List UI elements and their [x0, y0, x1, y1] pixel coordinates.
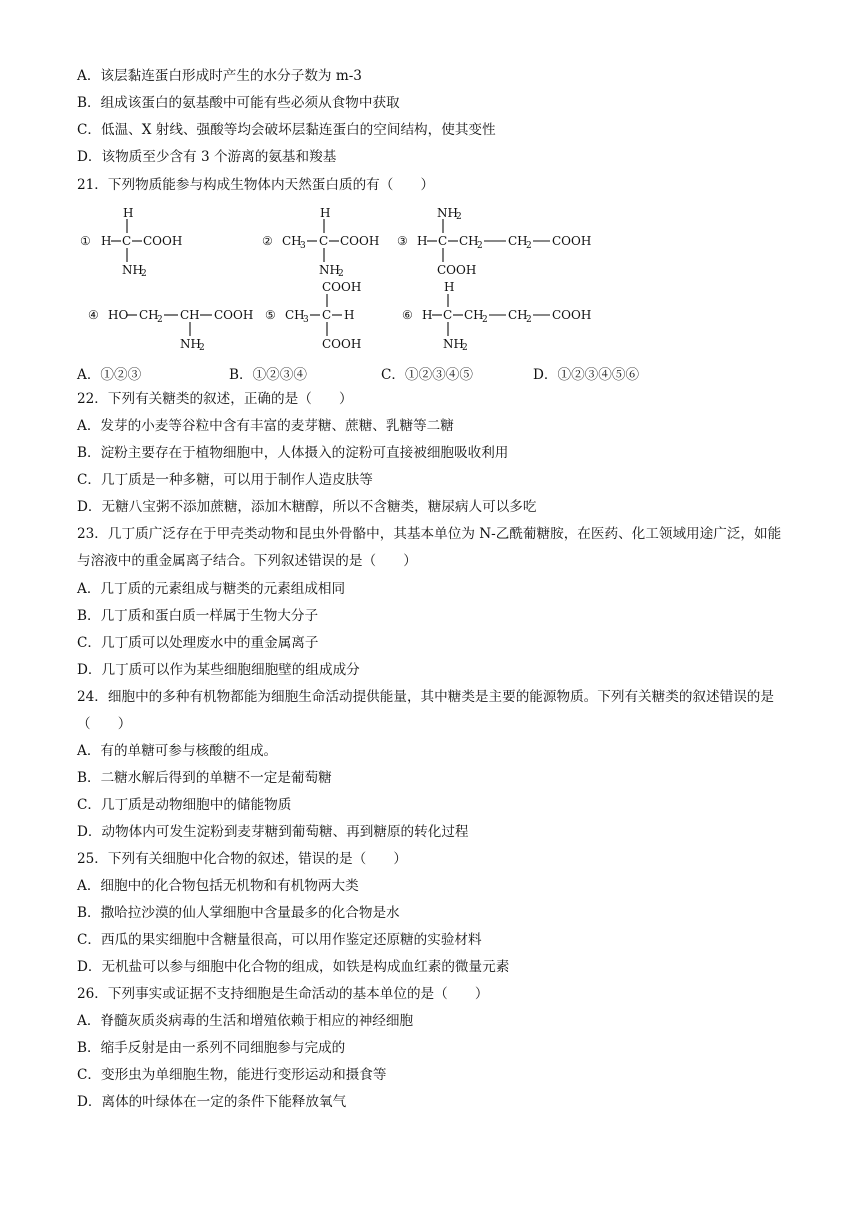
q26-option-c: C．变形虫为单细胞生物，能进行变形运动和摄食等 — [77, 1067, 387, 1083]
q22-option-d: D．无糖八宝粥不添加蔗糖，添加木糖醇，所以不含糖类，糖尿病人可以多吃 — [77, 499, 537, 515]
structure-4 — [88, 308, 253, 352]
svg-text:2: 2 — [526, 241, 532, 251]
svg-text:CH: CH — [282, 234, 302, 248]
q22-option-c: C．几丁质是一种多糖，可以用于制作人造皮肤等 — [77, 472, 373, 488]
q23-option-b: B．几丁质和蛋白质一样属于生物大分子 — [77, 608, 319, 624]
structure-1 — [80, 206, 182, 279]
q21-option-c: C．①②③④⑤ — [381, 367, 473, 383]
svg-text:COOH: COOH — [322, 337, 362, 351]
svg-text:HO: HO — [108, 308, 129, 322]
svg-text:2: 2 — [338, 269, 344, 279]
svg-text:H: H — [101, 234, 112, 248]
q22-option-b: B．淀粉主要存在于植物细胞中，人体摄入的淀粉可直接被细胞吸收利用 — [77, 445, 509, 461]
q24-option-a: A．有的单糖可参与核酸的组成。 — [77, 743, 278, 759]
svg-text:H: H — [417, 234, 428, 248]
svg-text:H: H — [123, 206, 134, 220]
svg-text:C: C — [122, 234, 132, 248]
svg-text:COOH: COOH — [552, 234, 592, 248]
svg-text:CH: CH — [508, 308, 528, 322]
q21-option-a: A．①②③ — [77, 367, 142, 383]
q25-stem: 25．下列有关细胞中化合物的叙述，错误的是（ ） — [77, 851, 407, 867]
svg-text:①: ① — [80, 234, 91, 248]
q26-option-d: D．离体的叶绿体在一定的条件下能释放氧气 — [77, 1094, 347, 1110]
q24-option-d: D．动物体内可发生淀粉到麦芽糖到葡萄糖、再到糖原的转化过程 — [77, 824, 469, 840]
q26-option-b: B．缩手反射是由一系列不同细胞参与完成的 — [77, 1040, 346, 1056]
svg-text:2: 2 — [456, 212, 462, 222]
q20-option-b: B．组成该蛋白的氨基酸中可能有些必须从食物中获取 — [77, 95, 400, 111]
svg-text:2: 2 — [526, 315, 532, 325]
q25-option-b: B．撒哈拉沙漠的仙人掌细胞中含量最多的化合物是水 — [77, 905, 400, 921]
q24-option-b: B．二糖水解后得到的单糖不一定是葡萄糖 — [77, 770, 332, 786]
svg-text:NH: NH — [319, 263, 340, 277]
q20-option-c: C．低温、X 射线、强酸等均会破坏层黏连蛋白的空间结构，使其变性 — [77, 122, 496, 138]
svg-text:COOH: COOH — [437, 263, 477, 277]
svg-text:CH: CH — [459, 234, 479, 248]
q22-option-a: A．发芽的小麦等谷粒中含有丰富的麦芽糖、蔗糖、乳糖等二糖 — [77, 418, 454, 434]
q22-stem: 22．下列有关糖类的叙述，正确的是（ ） — [77, 391, 353, 407]
svg-text:CH: CH — [508, 234, 528, 248]
svg-text:CH: CH — [464, 308, 484, 322]
q23-option-d: D．几丁质可以作为某些细胞细胞壁的组成成分 — [77, 662, 360, 678]
svg-text:②: ② — [262, 234, 273, 248]
q24-option-c: C．几丁质是动物细胞中的储能物质 — [77, 797, 292, 813]
svg-text:2: 2 — [482, 315, 488, 325]
svg-text:2: 2 — [157, 315, 163, 325]
svg-text:H: H — [344, 308, 355, 322]
svg-text:H: H — [320, 206, 331, 220]
structure-6 — [402, 280, 591, 352]
svg-text:3: 3 — [300, 241, 306, 251]
svg-text:2: 2 — [199, 343, 205, 352]
svg-text:3: 3 — [303, 315, 309, 325]
q23-option-c: C．几丁质可以处理废水中的重金属离子 — [77, 635, 319, 651]
svg-text:2: 2 — [477, 241, 483, 251]
structure-3 — [397, 206, 591, 277]
svg-text:NH: NH — [122, 263, 143, 277]
q24-stem: 24．细胞中的多种有机物都能为细胞生命活动提供能量，其中糖类是主要的能源物质。下列有关糖类的叙述错误的是（ ） — [77, 689, 774, 732]
svg-text:COOH: COOH — [143, 234, 183, 248]
structure-5 — [265, 280, 361, 351]
q26-option-a: A．脊髓灰质炎病毒的生活和增殖依赖于相应的神经细胞 — [77, 1013, 414, 1029]
svg-text:NH: NH — [180, 337, 201, 351]
svg-text:NH: NH — [443, 337, 464, 351]
svg-text:H: H — [444, 280, 455, 294]
svg-text:③: ③ — [397, 234, 408, 248]
structure-2 — [262, 206, 379, 279]
q25-option-a: A．细胞中的化合物包括无机物和有机物两大类 — [77, 878, 359, 894]
svg-text:H: H — [422, 308, 433, 322]
q23-option-a: A．几丁质的元素组成与糖类的元素组成相同 — [77, 581, 346, 597]
svg-text:COOH: COOH — [340, 234, 380, 248]
q21-stem: 21．下列物质能参与构成生物体内天然蛋白质的有（ ） — [77, 177, 435, 193]
svg-text:CH: CH — [139, 308, 159, 322]
q21-option-b: B．①②③④ — [229, 367, 307, 383]
q26-stem: 26．下列事实或证据不支持细胞是生命活动的基本单位的是（ ） — [77, 986, 489, 1002]
svg-text:COOH: COOH — [322, 280, 362, 294]
svg-text:COOH: COOH — [552, 308, 592, 322]
svg-text:⑤: ⑤ — [265, 308, 276, 322]
q21-option-d: D．①②③④⑤⑥ — [533, 367, 640, 383]
svg-text:C: C — [322, 308, 332, 322]
svg-text:C: C — [438, 234, 448, 248]
svg-text:NH: NH — [437, 206, 458, 220]
q20-option-a: A．该层黏连蛋白形成时产生的水分子数为 m-3 — [77, 68, 362, 84]
q23-stem: 23．几丁质广泛存在于甲壳类动物和昆虫外骨骼中，其基本单位为 N-乙酰葡糖胺，在医药、化工领域用途广泛，如能与溶液中的重金属离子结合。下列叙述错误的是（ ） — [77, 526, 782, 569]
amino-acid-structures-figure — [80, 202, 600, 352]
svg-text:COOH: COOH — [214, 308, 254, 322]
q20-option-d: D．该物质至少含有 3 个游离的氨基和羧基 — [77, 149, 337, 165]
svg-text:CH: CH — [180, 308, 200, 322]
svg-text:2: 2 — [141, 269, 147, 279]
svg-text:⑥: ⑥ — [402, 308, 413, 322]
q25-option-d: D．无机盐可以参与细胞中化合物的组成，如铁是构成血红素的微量元素 — [77, 959, 510, 975]
svg-text:④: ④ — [88, 308, 99, 322]
svg-text:2: 2 — [462, 343, 468, 352]
q25-option-c: C．西瓜的果实细胞中含糖量很高，可以用作鉴定还原糖的实验材料 — [77, 932, 482, 948]
svg-text:C: C — [319, 234, 329, 248]
svg-text:CH: CH — [285, 308, 305, 322]
svg-text:C: C — [443, 308, 453, 322]
